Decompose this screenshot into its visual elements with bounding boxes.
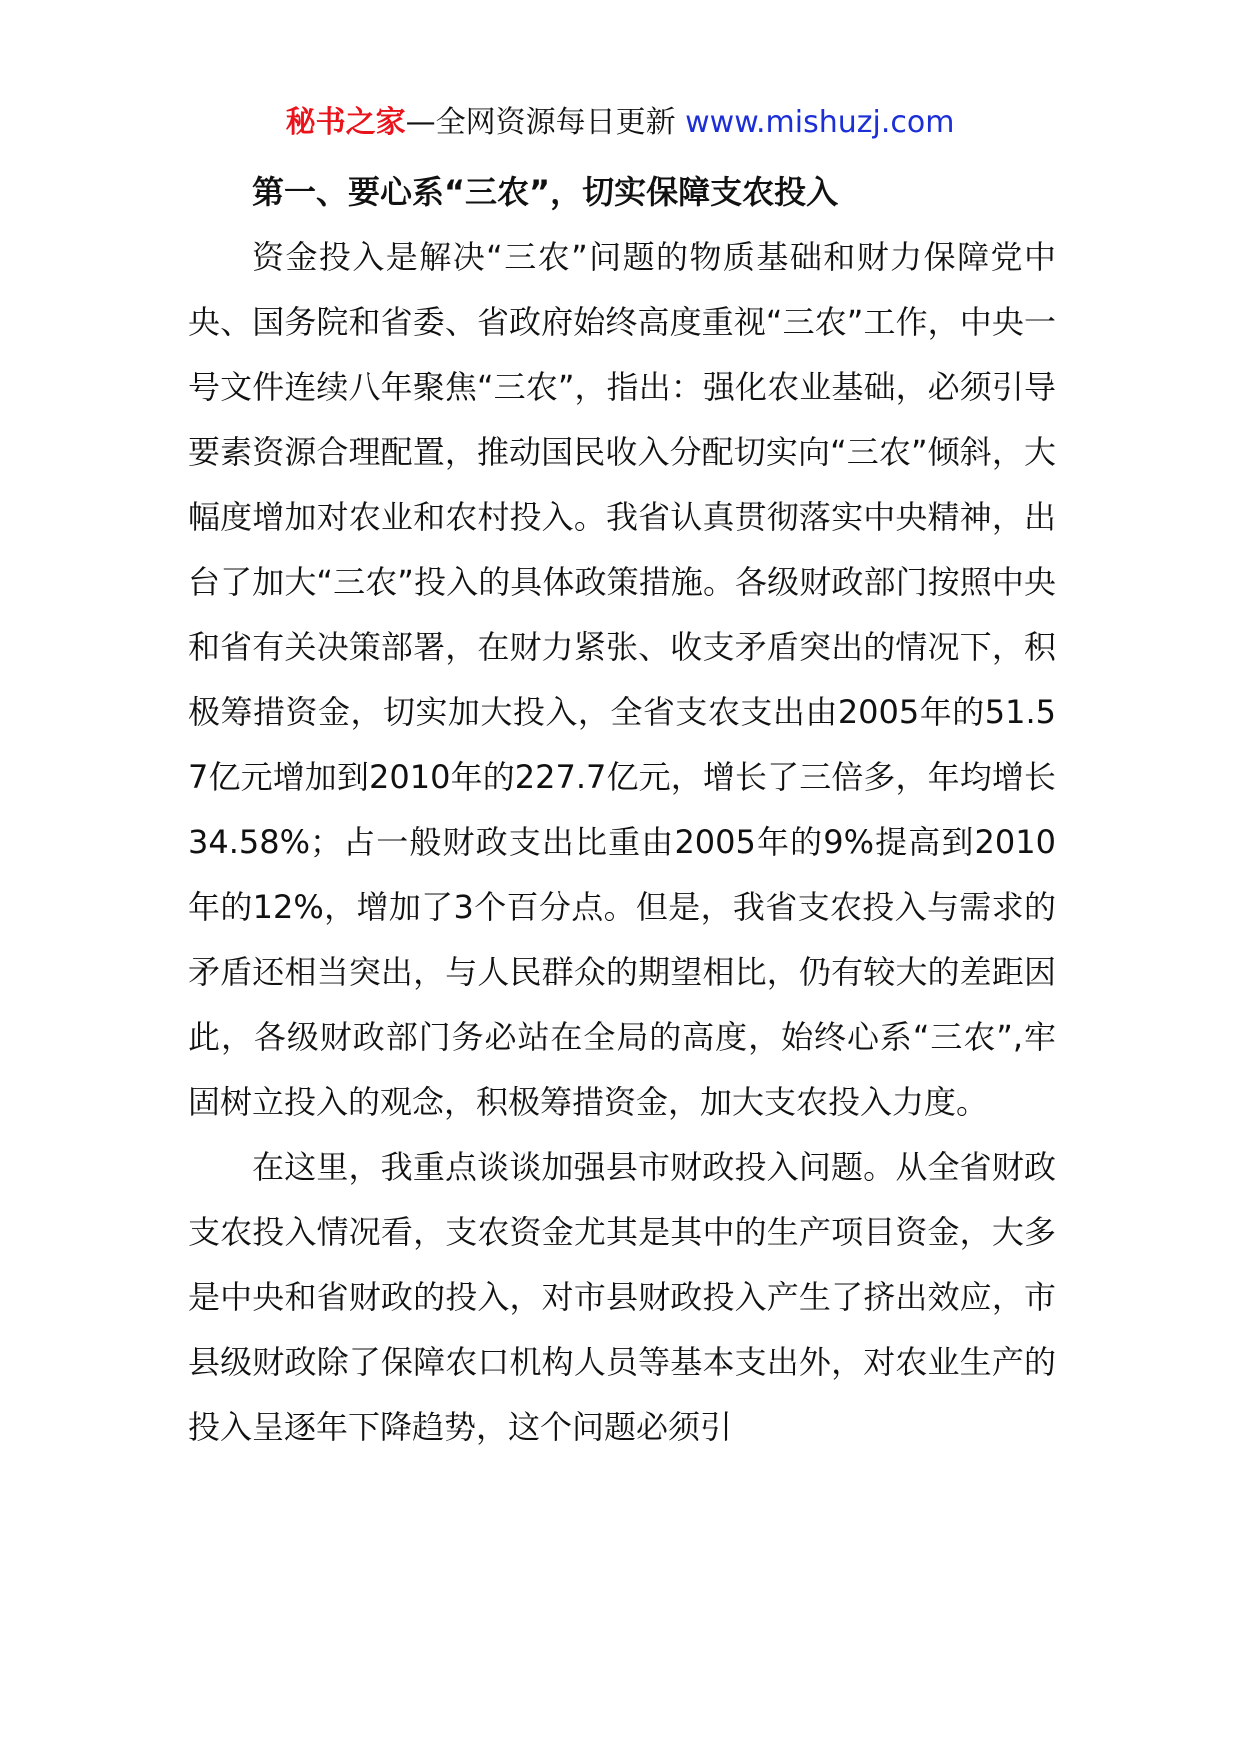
section-heading: 第一、要心系“三农”，切实保障支农投入 xyxy=(252,173,839,211)
site-url-link[interactable]: www.mishuzj.com xyxy=(685,105,955,140)
document-body xyxy=(188,160,1056,1460)
paragraph-1: 资金投入是解决“三农”问题的物质基础和财力保障党中央、国务院和省委、省政府始终高度重视“三农”工作，中央一号文件连续八年聚焦“三农”，指出：强化农业基础，必须引导要素资源合理配置，推动国民收入分配切实向“三农”倾斜，大幅度增加对农业和农村投入。我省认真贯彻落实中央精神，出台了加大“三农”投入的具体政策措施。各级财政部门按照中央和省有关决策部署，在财力紧张、收支矛盾突出的情况下，积极筹措资金，切实加大投入，全省支农支出由2005年的51.57亿元增加到2010年的227.7亿元，增长了三倍多，年均增长34.58%；占一般财政支出比重由2005年的9%提高到2010年的12%，增加了3个百分点。但是，我省支农投入与需求的矛盾还相当突出，与人民群众的期望相比，仍有较大的差距因此，各级财政部门务必站在全局的高度，始终心系“三农”,牢固树立投入的观念，积极筹措资金，加大支农投入力度。 xyxy=(188,238,1056,1121)
paragraph-2: 在这里，我重点谈谈加强县市财政投入问题。从全省财政支农投入情况看，支农资金尤其是其中的生产项目资金，大多是中央和省财政的投入，对市县财政投入产生了挤出效应，市县级财政除了保障农口机构人员等基本支出外，对农业生产的投入呈逐年下降趋势，这个问题必须引 xyxy=(188,1148,1056,1446)
page-header xyxy=(0,100,1240,146)
site-brand: 秘书之家 xyxy=(285,105,406,140)
site-tagline: —全网资源每日更新 xyxy=(405,105,686,140)
